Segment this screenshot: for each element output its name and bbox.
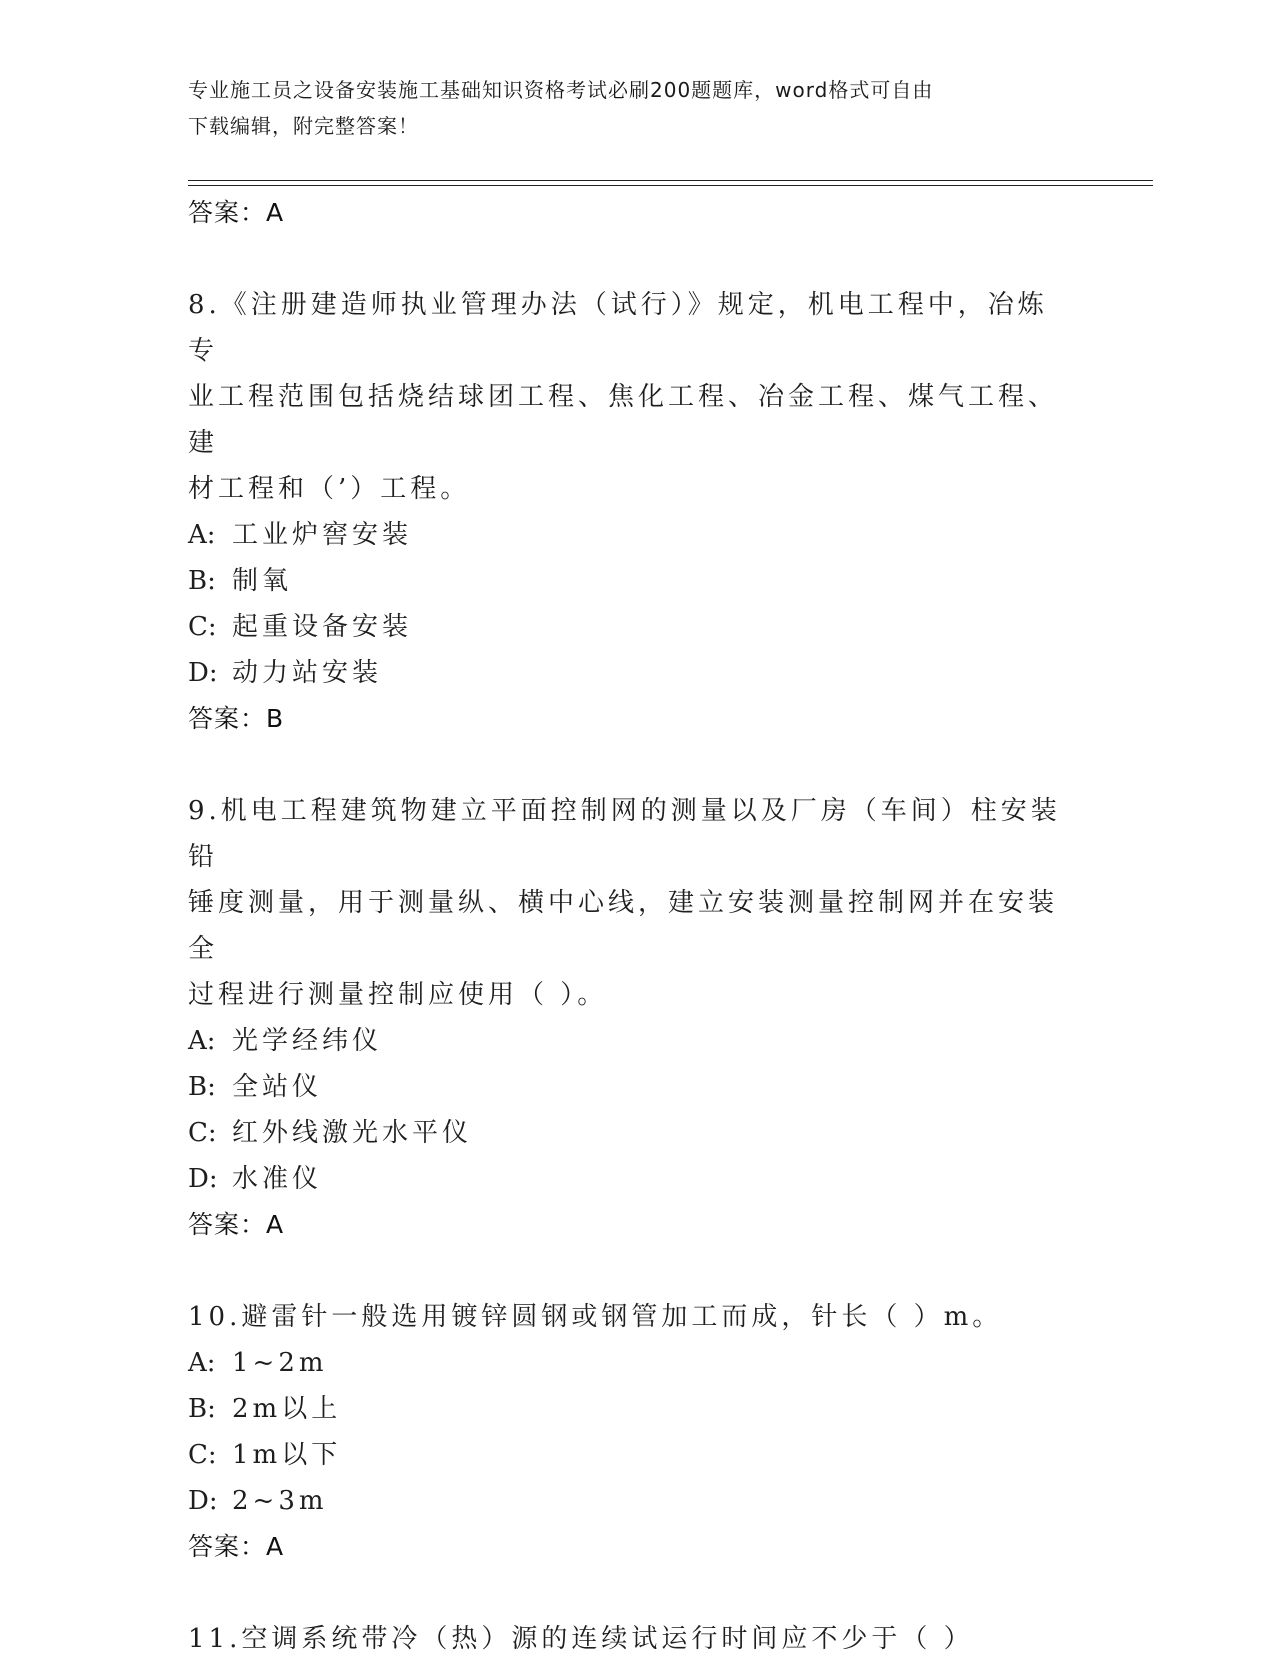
stem-line: 材工程和（’）工程。 <box>188 474 471 504</box>
option-letter: A: <box>188 1348 216 1378</box>
option-a <box>188 1018 1068 1064</box>
option-text: 光学经纬仪 <box>232 1026 383 1056</box>
header-line-2: 下载编辑，附完整答案！ <box>188 114 419 138</box>
option-a <box>188 512 1068 558</box>
option-c <box>188 1110 1068 1156</box>
stem-line: 锤度测量，用于测量纵、横中心线，建立安装测量控制网并在安装全 <box>188 888 1059 964</box>
question-content <box>188 190 1068 1662</box>
option-d <box>188 1156 1068 1202</box>
option-letter: D: <box>188 658 218 688</box>
option-letter: B: <box>188 566 216 596</box>
option-letter: A: <box>188 1026 216 1056</box>
option-text: 水准仪 <box>232 1164 323 1194</box>
question-block <box>188 1616 1068 1662</box>
option-text: 动力站安装 <box>232 658 383 688</box>
option-letter: C: <box>188 612 217 642</box>
option-c <box>188 604 1068 650</box>
option-letter: D: <box>188 1486 218 1516</box>
option-letter: A: <box>188 520 216 550</box>
option-letter: B: <box>188 1072 216 1102</box>
stem-line: 过程进行测量控制应使用（ ）。 <box>188 980 608 1010</box>
question-answer: 答案：B <box>188 704 285 733</box>
question-stem <box>188 282 1068 512</box>
question-stem <box>188 1294 1068 1340</box>
question-answer: 答案：A <box>188 1210 285 1239</box>
option-text: 2~3m <box>232 1486 328 1516</box>
option-a <box>188 1340 1068 1386</box>
option-text: 工业炉窖安装 <box>232 520 413 550</box>
option-d <box>188 1478 1068 1524</box>
option-b <box>188 1064 1068 1110</box>
question-stem <box>188 788 1068 1018</box>
option-b <box>188 558 1068 604</box>
option-letter: C: <box>188 1118 217 1148</box>
option-text: 红外线激光水平仪 <box>232 1118 473 1148</box>
option-letter: D: <box>188 1164 218 1194</box>
option-c <box>188 1432 1068 1478</box>
page-header <box>188 72 1088 144</box>
previous-answer: 答案：A <box>188 198 285 227</box>
option-d <box>188 650 1068 696</box>
option-text: 1m以下 <box>232 1440 342 1470</box>
header-divider-bottom <box>188 185 1153 186</box>
header-line-1: 专业施工员之设备安装施工基础知识资格考试必刷200题题库，word格式可自由 <box>188 78 934 102</box>
stem-line: 业工程范围包括烧结球团工程、焦化工程、冶金工程、煤气工程、建 <box>188 382 1059 458</box>
question-block <box>188 282 1068 742</box>
option-letter: C: <box>188 1440 217 1470</box>
question-answer: 答案：A <box>188 1532 285 1561</box>
stem-line: 8.《注册建造师执业管理办法（试行）》规定，机电工程中，冶炼专 <box>188 290 1048 366</box>
question-block <box>188 1294 1068 1570</box>
option-letter: B: <box>188 1394 216 1424</box>
option-text: 起重设备安装 <box>232 612 413 642</box>
option-b <box>188 1386 1068 1432</box>
question-block <box>188 788 1068 1248</box>
option-text: 制氧 <box>232 566 293 596</box>
stem-line: 11.空调系统带冷（热）源的连续试运行时间应不少于（ ） <box>188 1624 974 1654</box>
header-divider-top <box>188 180 1153 181</box>
question-stem <box>188 1616 1068 1662</box>
option-text: 全站仪 <box>232 1072 323 1102</box>
stem-line: 10.避雷针一般选用镀锌圆钢或钢管加工而成，针长（ ）m。 <box>188 1302 1003 1332</box>
option-text: 2m以上 <box>232 1394 342 1424</box>
stem-line: 9.机电工程建筑物建立平面控制网的测量以及厂房（车间）柱安装铅 <box>188 796 1061 872</box>
option-text: 1~2m <box>232 1348 328 1378</box>
